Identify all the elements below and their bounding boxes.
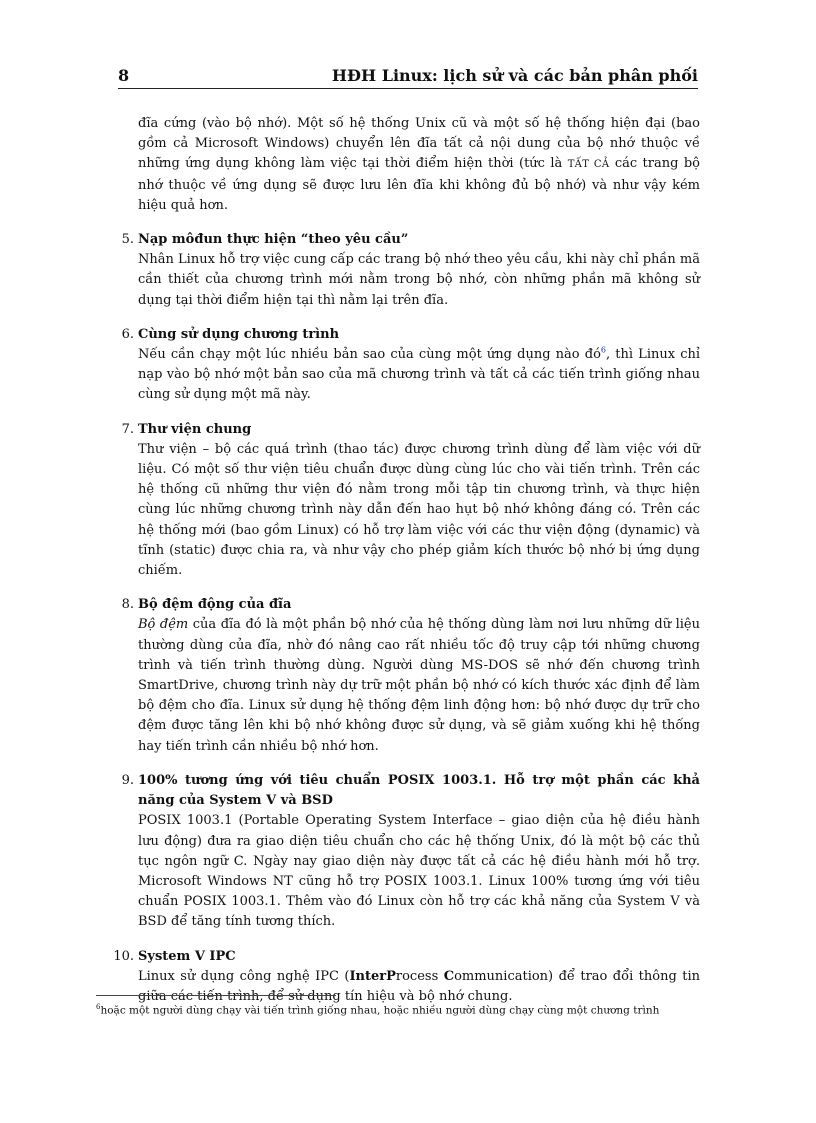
item-title: Nạp môđun thực hiện “theo yêu cầu”: [138, 232, 409, 248]
footnote: [96, 1000, 700, 1019]
chapter-title: HĐH Linux: lịch sử và các bản phân phối: [331, 66, 698, 85]
intro-paragraph: [138, 114, 700, 216]
item-number: 8.: [121, 597, 134, 613]
item-title: System V IPC: [138, 948, 236, 964]
footnote-text: hoặc một người dùng chạy vài tiến trình giống nhau, hoặc nhiều người dùng chạy cùng một chương trình: [100, 1004, 660, 1017]
item-text-part: Linux sử dụng công nghệ IPC (: [138, 968, 350, 984]
list-item-5: [121, 230, 700, 311]
main-text: [113, 114, 700, 1007]
list-item-10: [113, 947, 700, 1008]
item-text-part: ommunication) để trao đổi thông tin giữa các tiến trình, để sử dụng tín hiệu và bộ nhớ chung.: [138, 968, 700, 1004]
item-title: Cùng sử dụng chương trình: [138, 326, 340, 342]
footnote-reference-link[interactable]: 6: [600, 345, 607, 355]
intro-smallcaps-term: TẤT CẢ: [567, 159, 610, 171]
italic-term: Bộ đệm: [138, 617, 189, 633]
footnote-divider: [96, 995, 336, 996]
item-text-body: của đĩa đó là một phần bộ nhớ của hệ thống dùng làm nơi lưu những dữ liệu thường dùng của đĩa, nhờ đó nâng cao rất nhiều tốc độ truy cập tới những chương trình và tiến trình thường dùng. Người dùng MS-DOS sẽ nhớ đến chương trình SmartDrive, chương trình này dự trữ một phần bộ nhớ có kích thước xác định để làm bộ đệm cho đĩa. Linux sử dụng hệ thống đệm linh động hơn: bộ nhớ được dự trữ cho đệm được tăng lên khi bộ nhớ không được sử dụng, và sẽ giảm xuống khi hệ thống hay tiến trình cần nhiều bộ nhớ hơn.: [138, 617, 700, 754]
page-number: 8: [118, 66, 130, 85]
item-number: 10.: [113, 948, 134, 964]
item-text: Thư viện – bộ các quá trình (thao tác) được chương trình dùng để làm việc với dữ liệu. Có một số thư viện tiêu chuẩn được dùng cùng lúc cho vài tiến trình. Trên các hệ thống cũ những thư viện đó nằm trong mỗi tập tin chương trình, và thực hiện cùng lúc những chương trình này dẫn đến hao hụt bộ nhớ không đáng có. Trên các hệ thống mới (bao gồm Linux) có hỗ trợ làm việc với các thư viện động (dynamic) và tĩnh (static) được chia ra, và như vậy cho phép giảm kích thước bộ nhớ bị ứng dụng chiếm.: [138, 441, 700, 579]
list-item-6: [121, 325, 700, 406]
item-title: 100% tương ứng với tiêu chuẩn POSIX 1003.1. Hỗ trợ một phần các khả năng của System V và BSD: [138, 772, 700, 809]
item-text: POSIX 1003.1 (Portable Operating System Interface – giao diện của hệ điều hành lưu động) đưa ra giao diện tiêu chuẩn cho các hệ thống Unix, đó là một bộ các thủ tục ngôn ngữ C. Ngày nay giao diện này được tất cả các hệ điều hành mới hỗ trợ. Microsoft Windows NT cũng hỗ trợ POSIX 1003.1. Linux 100% tương ứng với tiêu chuẩn POSIX 1003.1. Thêm vào đó Linux còn hỗ trợ các khả năng của System V và BSD để tăng tính tương thích.: [138, 813, 700, 930]
item-text-before: Nếu cần chạy một lúc nhiều bản sao của cùng một ứng dụng nào đó: [138, 347, 601, 363]
item-text: [138, 615, 700, 756]
footnote-marker: 6: [96, 1003, 101, 1011]
bold-letter: Inter: [349, 968, 387, 984]
item-number: 7.: [121, 421, 134, 437]
list-item-7: [121, 420, 700, 582]
item-text-part: rocess: [395, 968, 444, 984]
item-number: 5.: [121, 232, 134, 248]
item-title: Thư viện chung: [138, 421, 252, 437]
item-text: [138, 345, 700, 406]
bold-letter: C: [443, 968, 455, 984]
item-number: 6.: [121, 326, 134, 342]
intro-text-after: các trang bộ nhớ thuộc về ứng dụng sẽ được lưu lên đĩa khi không đủ bộ nhớ) và như vậy kém hiệu quả hơn.: [138, 156, 700, 213]
list-item-8: [121, 595, 700, 757]
item-title: Bộ đệm động của đĩa: [138, 597, 292, 613]
item-number: 9.: [121, 772, 134, 788]
list-item-9: [121, 771, 700, 933]
intro-text-before: đĩa cứng (vào bộ nhớ). Một số hệ thống Unix cũ và một số hệ thống hiện đại (bao gồm cả Microsoft Windows) chuyển lên đĩa tất cả nội dung của bộ nhớ thuộc về những ứng dụng không làm việc tại thời điểm hiện thời (tức là: [138, 116, 700, 172]
item-text-after: , thì Linux chỉ nạp vào bộ nhớ một bản sao của mã chương trình và tất cả các tiến trình giống nhau cùng sử dụng một mã này.: [138, 347, 700, 403]
running-header: [118, 64, 698, 89]
item-text: Nhân Linux hỗ trợ việc cung cấp các trang bộ nhớ theo yêu cầu, khi này chỉ phần mã cần thiết của chương trình mới nằm trong bộ nhớ, còn những phần mã không sử dụng tại thời điểm hiện tại thì nằm lại trên đĩa.: [138, 252, 700, 308]
bold-letter: P: [386, 968, 396, 984]
